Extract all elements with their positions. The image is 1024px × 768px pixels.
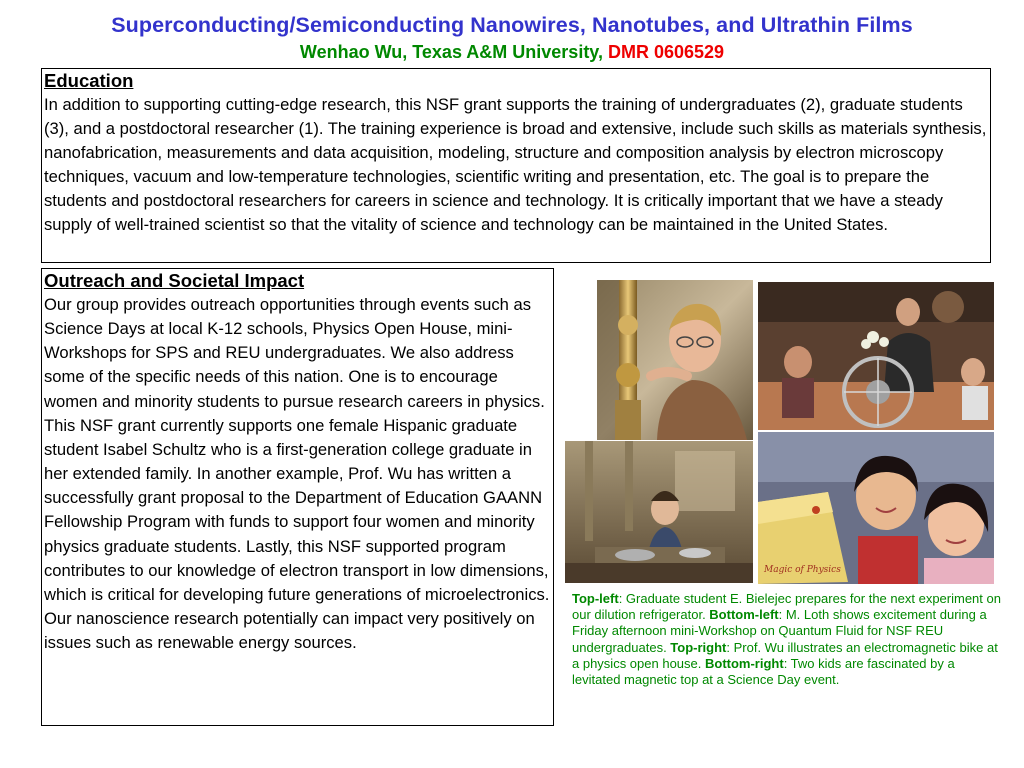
education-body: In addition to supporting cutting-edge research, this NSF grant supports the training of undergraduates (2), graduate students (3), and a postdoctoral researcher (1). The training experience is broad and extensive, include such skills as materials synthesis, nanofabrication, measurements and data acquisition, modeling, structure and composition analysis by electron microscopy techniques, vacuum and low-temperature technologies, scientific writing and presentation, etc. The goal is to prepare the students and postdoctoral researchers for careers in science and technology. It is critically important that we have a steady supply of well-trained scientist so that the vitality of science and technology can be maintained in the United States. xyxy=(44,95,987,235)
caption-text-bottom-left: : M. Loth shows excitement during a Friday afternoon mini-Workshop on Quantum Fluid for NSF REU undergraduates. xyxy=(572,607,987,655)
caption-label-bottom-right: Bottom-right xyxy=(704,655,784,671)
award-number: DMR 0606529 xyxy=(608,42,725,62)
education-heading: Education xyxy=(44,70,134,91)
author-affiliation: Wenhao Wu, Texas A&M University, xyxy=(299,42,608,62)
slide-title: Superconducting/Semiconducting Nanowires, Nanotubes, and Ultrathin Films xyxy=(111,13,913,37)
photo-top-right xyxy=(758,282,994,430)
sign-text: Magic of Physics xyxy=(764,565,841,575)
outreach-heading: Outreach and Societal Impact xyxy=(44,270,305,291)
photo-bottom-left xyxy=(565,441,753,583)
caption-text-top-left: : Graduate student E. Bielejec prepares for the next experiment on our dilution refrigerator. xyxy=(572,591,1001,623)
caption-label-bottom-left: Bottom-left xyxy=(709,607,779,623)
photo-bottom-right xyxy=(758,432,994,584)
caption-label-top-left: Top-left xyxy=(572,591,619,606)
caption-label-top-right: Top-right xyxy=(670,639,727,655)
photo-top-left xyxy=(597,280,753,440)
slide-subtitle xyxy=(0,41,1024,63)
photo-caption xyxy=(572,591,1004,688)
caption-text-bottom-right: : Two kids are fascinated by a levitated magnetic top at a Science Day event. xyxy=(572,655,955,688)
education-box xyxy=(41,68,991,263)
outreach-body: Our group provides outreach opportunities through events such as Science Days at local K-12 schools, Physics Open House, mini-Workshops for SPS and REU undergraduates. We also address some of the specific needs of this nation. One is to encourage women and minority students to pursue research careers in physics. This NSF grant currently supports one female Hispanic graduate student Isabel Schultz who is a first-generation college graduate in her extended family. In another example, Prof. Wu has written a successfully grant proposal to the Department of Education GAANN Fellowship Program with funds to support four women and minority physics graduate students. Lastly, this NSF supported program contributes to our knowledge of electron transport in low dimensions, which is critical for developing future generations of microelectronics. Our nanoscience research potentially can impact very positively on issues such as renewable energy sources. xyxy=(44,295,550,653)
outreach-box xyxy=(41,268,554,726)
caption-text-top-right: : Prof. Wu illustrates an electromagnetic bike at a physics open house. xyxy=(572,639,998,671)
